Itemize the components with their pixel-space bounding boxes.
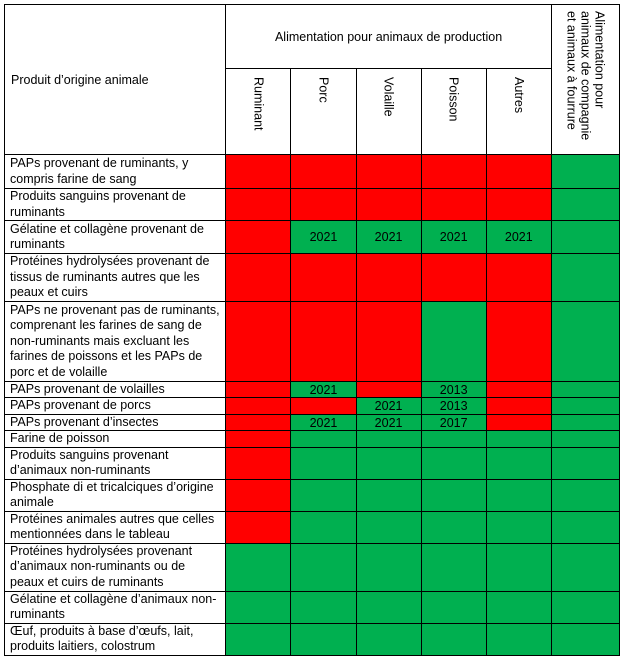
- status-cell-authorized: [291, 543, 356, 591]
- col-header-porc: [291, 69, 356, 155]
- status-cell-prohibited: [226, 511, 291, 543]
- row-label: PAPs provenant de volailles: [5, 382, 226, 398]
- row-label: PAPs provenant de porcs: [5, 398, 226, 414]
- status-cell-prohibited: [291, 254, 356, 302]
- status-cell-authorized: [421, 431, 486, 447]
- status-cell-prohibited: [226, 479, 291, 511]
- col-header-label: Poisson: [446, 77, 461, 122]
- status-cell-authorized: 2017: [421, 414, 486, 430]
- status-cell-authorized: [551, 302, 619, 382]
- status-cell-prohibited: [291, 189, 356, 221]
- status-cell-prohibited: [486, 398, 551, 414]
- status-cell-prohibited: [486, 302, 551, 382]
- row-label: Protéines hydrolysées provenant de tissus de ruminants autres que les peaux et cuirs: [5, 254, 226, 302]
- status-cell-authorized: [421, 543, 486, 591]
- status-cell-authorized: [226, 591, 291, 623]
- table-row: [5, 302, 620, 382]
- table-row: [5, 382, 620, 398]
- status-cell-prohibited: [226, 447, 291, 479]
- status-cell-authorized: [551, 623, 619, 655]
- row-label: Farine de poisson: [5, 431, 226, 447]
- col-header-autres: [486, 69, 551, 155]
- row-label: PAPs provenant d’insectes: [5, 414, 226, 430]
- table-row: [5, 398, 620, 414]
- status-cell-authorized: [486, 447, 551, 479]
- status-cell-authorized: 2021: [421, 221, 486, 254]
- status-cell-authorized: [291, 431, 356, 447]
- status-cell-authorized: [486, 543, 551, 591]
- status-cell-prohibited: [226, 382, 291, 398]
- col-header-label: Autres: [511, 77, 526, 114]
- col-header-poisson: [421, 69, 486, 155]
- status-cell-authorized: [421, 591, 486, 623]
- status-cell-authorized: [356, 447, 421, 479]
- status-cell-prohibited: [486, 189, 551, 221]
- status-cell-authorized: [356, 591, 421, 623]
- status-cell-prohibited: [226, 155, 291, 189]
- status-cell-prohibited: [356, 189, 421, 221]
- table-row: [5, 155, 620, 189]
- table-row: [5, 189, 620, 221]
- status-cell-prohibited: [226, 302, 291, 382]
- status-cell-authorized: [356, 479, 421, 511]
- status-cell-authorized: [551, 189, 619, 221]
- status-cell-authorized: [291, 591, 356, 623]
- status-cell-prohibited: [356, 155, 421, 189]
- row-label: Protéines hydrolysées provenant d’animaux non-ruminants ou de peaux et cuirs de ruminants: [5, 543, 226, 591]
- status-cell-authorized: [356, 431, 421, 447]
- col-header-label: Volaille: [381, 77, 396, 117]
- status-cell-authorized: [551, 543, 619, 591]
- status-cell-prohibited: [226, 254, 291, 302]
- status-cell-prohibited: [226, 398, 291, 414]
- status-cell-authorized: [551, 382, 619, 398]
- status-cell-authorized: 2021: [356, 221, 421, 254]
- table-row: [5, 431, 620, 447]
- status-cell-authorized: [551, 447, 619, 479]
- status-cell-prohibited: [486, 254, 551, 302]
- status-cell-authorized: [356, 543, 421, 591]
- row-label: Protéines animales autres que celles mentionnées dans le tableau: [5, 511, 226, 543]
- row-label: Phosphate di et tricalciques d’origine animale: [5, 479, 226, 511]
- status-cell-authorized: 2013: [421, 398, 486, 414]
- product-column-header: Produit d’origine animale: [5, 5, 226, 155]
- table-row: [5, 254, 620, 302]
- col-header-label: Porc: [316, 77, 331, 103]
- status-cell-authorized: 2021: [356, 398, 421, 414]
- status-cell-authorized: [291, 511, 356, 543]
- status-cell-prohibited: [226, 189, 291, 221]
- status-cell-authorized: [551, 414, 619, 430]
- status-cell-authorized: [226, 543, 291, 591]
- status-cell-prohibited: [291, 155, 356, 189]
- table-row: [5, 543, 620, 591]
- status-cell-prohibited: [356, 254, 421, 302]
- table-row: [5, 623, 620, 655]
- status-cell-authorized: 2021: [291, 414, 356, 430]
- status-cell-authorized: [551, 254, 619, 302]
- status-cell-authorized: [551, 591, 619, 623]
- status-cell-authorized: [551, 155, 619, 189]
- status-cell-prohibited: [291, 302, 356, 382]
- status-cell-authorized: [291, 623, 356, 655]
- status-cell-authorized: [551, 221, 619, 254]
- status-cell-prohibited: [226, 414, 291, 430]
- status-cell-authorized: [486, 479, 551, 511]
- status-cell-prohibited: [421, 254, 486, 302]
- status-cell-authorized: 2021: [356, 414, 421, 430]
- col-header-label: Ruminant: [251, 77, 266, 131]
- production-feed-header: Alimentation pour animaux de production: [226, 5, 552, 69]
- status-cell-authorized: [356, 623, 421, 655]
- row-label: Œuf, produits à base d’œufs, lait, produits laitiers, colostrum: [5, 623, 226, 655]
- status-cell-authorized: [291, 447, 356, 479]
- status-cell-prohibited: [421, 189, 486, 221]
- col-header-ruminant: [226, 69, 291, 155]
- status-cell-authorized: [291, 479, 356, 511]
- table-row: [5, 511, 620, 543]
- table-body: [5, 155, 620, 656]
- status-cell-authorized: [226, 623, 291, 655]
- row-label: Gélatine et collagène provenant de ruminants: [5, 221, 226, 254]
- status-cell-prohibited: [486, 414, 551, 430]
- row-label: PAPs provenant de ruminants, y compris farine de sang: [5, 155, 226, 189]
- status-cell-authorized: 2021: [486, 221, 551, 254]
- row-label: Produits sanguins provenant d’animaux non-ruminants: [5, 447, 226, 479]
- status-cell-prohibited: [356, 302, 421, 382]
- status-cell-authorized: 2021: [291, 221, 356, 254]
- status-cell-authorized: [551, 431, 619, 447]
- status-cell-prohibited: [291, 398, 356, 414]
- table-row: [5, 221, 620, 254]
- status-cell-authorized: [551, 511, 619, 543]
- status-cell-authorized: [421, 479, 486, 511]
- status-cell-authorized: [421, 511, 486, 543]
- status-cell-authorized: [486, 511, 551, 543]
- status-cell-prohibited: [421, 155, 486, 189]
- table-row: [5, 479, 620, 511]
- status-cell-authorized: [551, 398, 619, 414]
- status-cell-prohibited: [486, 382, 551, 398]
- row-label: Produits sanguins provenant de ruminants: [5, 189, 226, 221]
- status-cell-authorized: [551, 479, 619, 511]
- status-cell-authorized: [486, 591, 551, 623]
- status-cell-authorized: [486, 431, 551, 447]
- status-cell-authorized: [421, 623, 486, 655]
- status-cell-authorized: [486, 623, 551, 655]
- pet-food-header: [551, 5, 619, 155]
- status-cell-authorized: 2013: [421, 382, 486, 398]
- feed-ban-table: [4, 4, 620, 656]
- status-cell-authorized: [421, 447, 486, 479]
- status-cell-authorized: [421, 302, 486, 382]
- status-cell-prohibited: [226, 221, 291, 254]
- status-cell-prohibited: [226, 431, 291, 447]
- status-cell-prohibited: [356, 382, 421, 398]
- table-row: [5, 414, 620, 430]
- pet-food-header-label: Alimentation pour animaux de compagnie et animaux à fourrure: [564, 11, 607, 141]
- col-header-volaille: [356, 69, 421, 155]
- row-label: PAPs ne provenant pas de ruminants, comprenant les farines de sang de non-ruminants mais excluant les farines de poissons et les PAPs de porc et de volaille: [5, 302, 226, 382]
- table-row: [5, 447, 620, 479]
- status-cell-authorized: 2021: [291, 382, 356, 398]
- status-cell-authorized: [356, 511, 421, 543]
- status-cell-prohibited: [486, 155, 551, 189]
- row-label: Gélatine et collagène d’animaux non-ruminants: [5, 591, 226, 623]
- table-row: [5, 591, 620, 623]
